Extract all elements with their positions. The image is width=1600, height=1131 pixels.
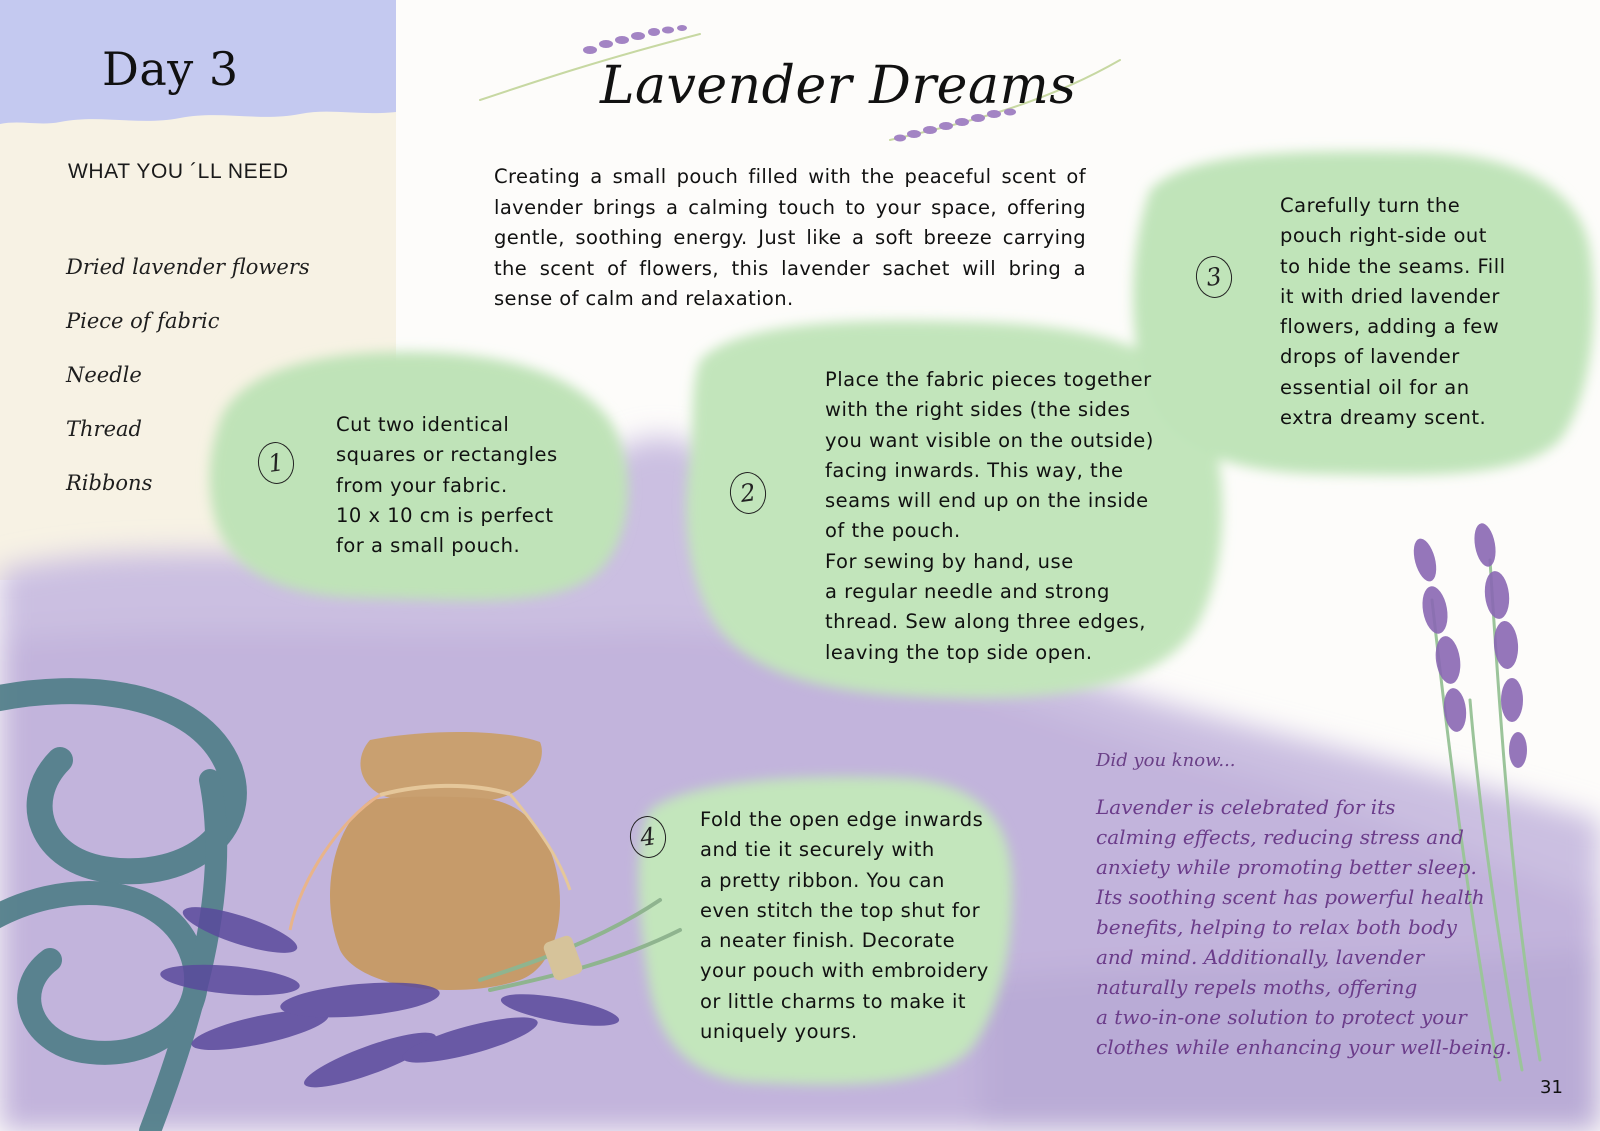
step-number-badge: 4 xyxy=(627,814,668,861)
step-text: Carefully turn the pouch right-side out to hide the seams. Fill it with dried lavender flowers, adding a few drops of lavender essential oil for an extra dreamy scent. xyxy=(1280,194,1506,430)
page-number: 31 xyxy=(1540,1077,1563,1098)
needs-heading: WHAT YOU ´LL NEED xyxy=(68,160,289,183)
needs-item: Needle xyxy=(66,363,142,387)
step-number-badge: 2 xyxy=(727,470,768,517)
step-text: Fold the open edge inwards and tie it securely with a pretty ribbon. You can even stitch the top shut for a neater finish. Decorate your pouch with embroidery or little charms to make it uniquely yours. xyxy=(700,808,989,1044)
step-text: Cut two identical squares or rectangles from your fabric. 10 x 10 cm is perfect for a small pouch. xyxy=(336,413,558,558)
page-title: Lavender Dreams xyxy=(600,56,1077,116)
step-number-badge: 1 xyxy=(255,440,296,487)
did-you-know-text: Lavender is celebrated for its calming effects, reducing stress and anxiety while promoting better sleep. Its soothing scent has powerful health benefits, helping to relax both body and mind. Additionally, lavender naturally repels moths, offering a two-in-one solution to protect your clothes while enhancing your well-being. xyxy=(1096,795,1512,1059)
needs-item: Thread xyxy=(66,417,142,441)
day-label: Day 3 xyxy=(102,42,239,96)
step-text: Place the fabric pieces together with the right sides (the sides you want visible on the outside) facing inwards. This way, the seams will end up on the inside of the pouch. For sewing by hand, use a regular needle and strong thread. Sew along three edges, leaving the top side open. xyxy=(825,368,1154,664)
intro-paragraph: Creating a small pouch filled with the peaceful scent of lavender brings a calming touch to your space, offering gentle, soothing energy. Just like a soft breeze carrying the scent of flowers, this lavender sachet will bring a sense of calm and relaxation. xyxy=(494,165,1086,310)
needs-item: Ribbons xyxy=(66,471,153,495)
step-number-badge: 3 xyxy=(1193,254,1234,301)
needs-item: Piece of fabric xyxy=(66,309,220,333)
needs-item: Dried lavender flowers xyxy=(66,255,310,279)
did-you-know-heading: Did you know... xyxy=(1096,750,1236,771)
